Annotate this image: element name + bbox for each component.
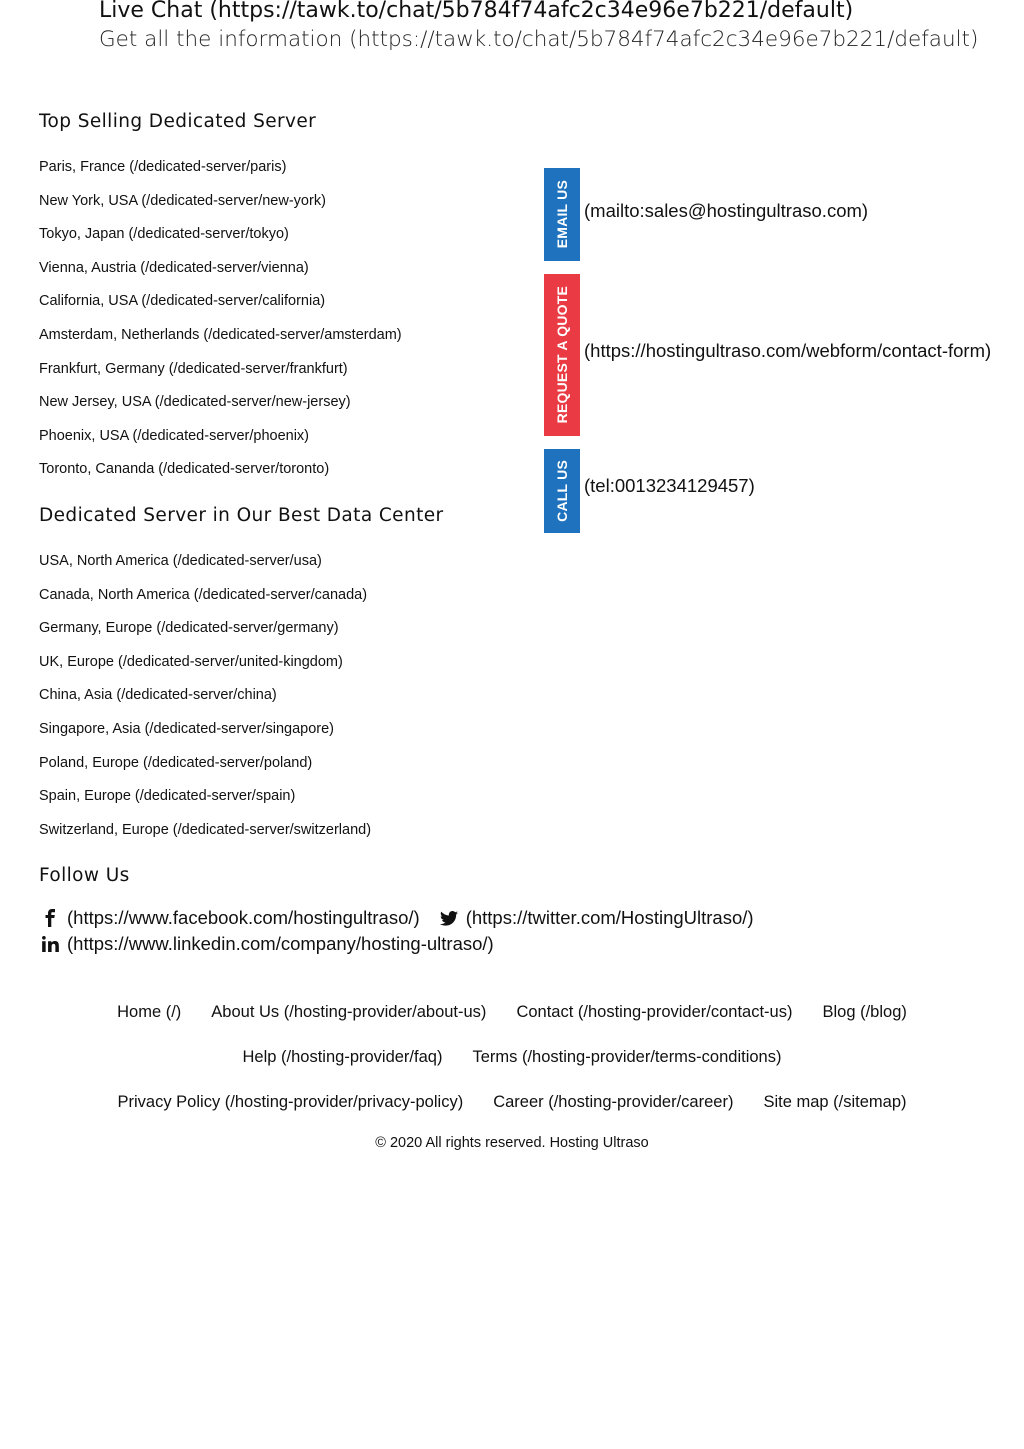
list-item[interactable]: UK, Europe (/dedicated-server/united-kingdom) [39, 653, 343, 670]
call-us-tab[interactable] [544, 449, 580, 533]
footer-link-terms[interactable]: Terms (/hosting-provider/terms-conditions) [472, 1048, 782, 1066]
facebook-row[interactable] [39, 907, 754, 929]
email-us-label: EMAIL US [554, 180, 570, 249]
list-item[interactable]: New Jersey, USA (/dedicated-server/new-jersey) [39, 394, 351, 411]
get-info-link[interactable]: Get all the information (https://tawk.to/chat/5b784f74afc2c34e96e7b221/default) [99, 27, 979, 52]
list-item[interactable]: Singapore, Asia (/dedicated-server/singapore) [39, 720, 334, 737]
footer-link-career[interactable]: Career (/hosting-provider/career) [493, 1093, 734, 1111]
footer-link-sitemap[interactable]: Site map (/sitemap) [763, 1093, 907, 1111]
footer-nav-row-2 [0, 1048, 1024, 1067]
footer-link-help[interactable]: Help (/hosting-provider/faq) [242, 1048, 443, 1066]
top-selling-heading: Top Selling Dedicated Server [39, 111, 317, 132]
list-item[interactable]: USA, North America (/dedicated-server/usa) [39, 553, 322, 569]
list-item[interactable]: Phoenix, USA (/dedicated-server/phoenix) [39, 427, 310, 444]
email-us-tab[interactable] [544, 168, 580, 261]
data-center-heading: Dedicated Server in Our Best Data Center [39, 505, 444, 526]
facebook-icon[interactable] [39, 908, 61, 928]
list-item[interactable]: Switzerland, Europe (/dedicated-server/switzerland) [39, 821, 372, 838]
list-item[interactable]: China, Asia (/dedicated-server/china) [39, 687, 277, 704]
list-item[interactable]: Frankfurt, Germany (/dedicated-server/frankfurt) [39, 360, 348, 377]
call-us-link[interactable]: (tel:0013234129457) [584, 475, 755, 496]
copyright-text: © 2020 All rights reserved. Hosting Ultraso [375, 1135, 649, 1151]
list-item[interactable]: Paris, France (/dedicated-server/paris) [39, 159, 287, 175]
request-quote-tab[interactable] [544, 274, 580, 436]
follow-us-heading: Follow Us [39, 865, 130, 886]
list-item[interactable]: Spain, Europe (/dedicated-server/spain) [39, 788, 296, 805]
list-item[interactable]: Germany, Europe (/dedicated-server/germany) [39, 620, 339, 637]
list-item[interactable]: Vienna, Austria (/dedicated-server/vienna) [39, 259, 309, 276]
footer-link-contact[interactable]: Contact (/hosting-provider/contact-us) [516, 1003, 793, 1021]
twitter-icon[interactable] [438, 908, 460, 928]
footer-link-blog[interactable]: Blog (/blog) [822, 1003, 907, 1021]
list-item[interactable]: California, USA (/dedicated-server/california) [39, 293, 326, 310]
footer-link-privacy[interactable]: Privacy Policy (/hosting-provider/privacy-policy) [117, 1093, 464, 1111]
linkedin-link[interactable]: (https://www.linkedin.com/company/hosting-ultraso/) [67, 933, 494, 954]
list-item[interactable]: Poland, Europe (/dedicated-server/poland) [39, 754, 313, 771]
linkedin-icon[interactable] [39, 934, 61, 954]
data-center-list [39, 551, 371, 853]
footer-nav-row-3 [0, 1093, 1024, 1112]
footer-link-about[interactable]: About Us (/hosting-provider/about-us) [211, 1003, 487, 1021]
live-chat-link[interactable]: Live Chat (https://tawk.to/chat/5b784f74afc2c34e96e7b221/default) [99, 0, 854, 23]
list-item[interactable]: Canada, North America (/dedicated-server/canada) [39, 586, 368, 603]
email-us-link[interactable]: (mailto:sales@hostingultraso.com) [584, 200, 869, 221]
request-quote-label: REQUEST A QUOTE [554, 286, 570, 424]
list-item[interactable]: Amsterdam, Netherlands (/dedicated-server/amsterdam) [39, 326, 402, 343]
request-quote-link[interactable]: (https://hostingultraso.com/webform/contact-form) [584, 340, 992, 361]
linkedin-row[interactable] [39, 933, 494, 955]
list-item[interactable]: Tokyo, Japan (/dedicated-server/tokyo) [39, 226, 289, 243]
call-us-label: CALL US [554, 460, 570, 522]
facebook-link[interactable]: (https://www.facebook.com/hostingultraso/) [67, 907, 420, 928]
list-item[interactable]: New York, USA (/dedicated-server/new-york) [39, 192, 326, 209]
twitter-link[interactable]: (https://twitter.com/HostingUltraso/) [465, 907, 754, 928]
list-item[interactable]: Toronto, Cananda (/dedicated-server/toronto) [39, 461, 330, 478]
footer-nav-row-1 [0, 1003, 1024, 1022]
top-selling-list [39, 157, 402, 493]
footer-link-home[interactable]: Home (/) [117, 1003, 182, 1021]
